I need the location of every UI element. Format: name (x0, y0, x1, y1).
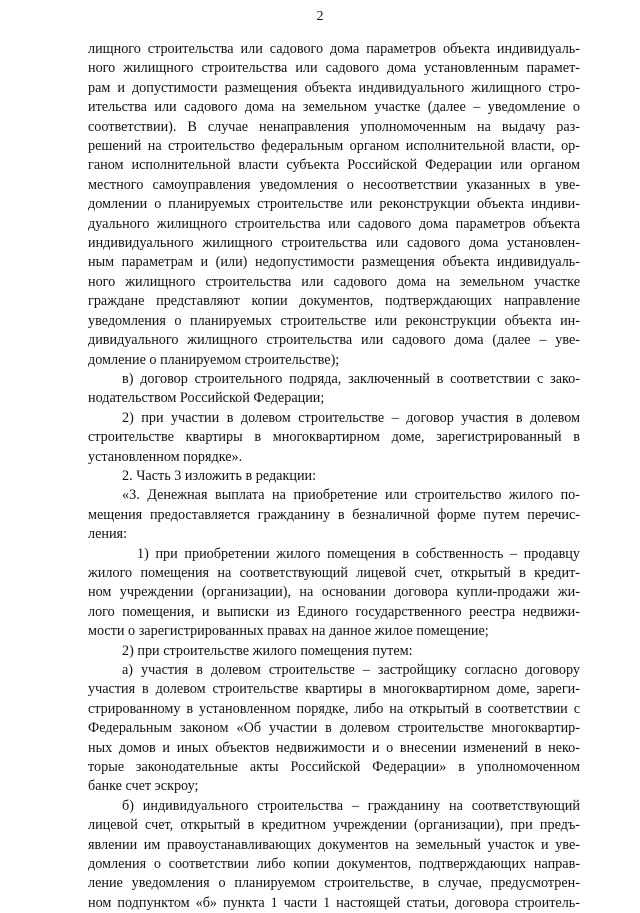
text-line: дуального жилищного строительства или садового дома параметров объекта (88, 215, 580, 232)
text-line: индивидуального жилищного строительства или садового дома установлен- (88, 235, 580, 252)
text-line: жилого помещения на соответствующий лицевой счет, открытый в кредит- (88, 564, 580, 581)
text-line: дивидуального жилищного строительства или садового дома (далее – уве- (88, 332, 580, 349)
text-line: соответствии). В случае ненаправления уполномоченным на выдачу раз- (88, 118, 580, 135)
text-line: явлении им правоустанавливающих документов на земельный участок и уве- (88, 836, 580, 853)
document-body (88, 40, 580, 913)
text-line: ным параметрам и (или) недопустимости размещения объекта индивидуаль- (88, 254, 580, 271)
text-line: торые законодательные акты Российской Федерации» в уполномоченном (88, 759, 580, 776)
text-line: домлении о планируемых строительстве или реконструкции объекта индиви- (88, 196, 580, 213)
text-line: ного жилищного строительства или садового дома установленным парамет- (88, 60, 580, 77)
page-number: 2 (316, 9, 324, 24)
text-line: местного самоуправления уведомления о несоответствии указанных в уве- (88, 176, 580, 193)
text-line: домление о планируемом строительстве); (88, 351, 340, 368)
text-line: стрированному в установленном порядке, либо на открытый в соответствии с (88, 700, 580, 717)
text-line: 2. Часть 3 изложить в редакции: (122, 467, 317, 484)
text-line: мости о зарегистрированных правах на данное жилое помещение; (88, 623, 489, 640)
text-line: а) участия в долевом строительстве – застройщику согласно договору (122, 662, 580, 678)
text-line: лицевой счет, открытый в кредитном учреждении (организации), при предъ- (88, 817, 580, 834)
text-line: ном подпунктом «б» пункта 1 части 1 настоящей статьи, договора строитель- (88, 894, 580, 911)
text-line: лищного строительства или садового дома параметров объекта индивидуаль- (88, 41, 580, 57)
text-line: ном учреждении (организации), на основании договора купли-продажи жи- (88, 584, 580, 601)
text-line: ительства или садового дома на земельном участке (далее – уведомление о (88, 99, 580, 116)
text-line: участия в долевом строительстве квартиры в многоквартирном доме, зареги- (88, 681, 580, 698)
text-line: ного жилищного строительства или садового дома на земельном участке (88, 273, 580, 290)
text-line: установленном порядке». (88, 448, 243, 465)
text-line: решений на строительство федеральным органом исполнительной власти, ор- (88, 138, 580, 155)
text-line: уведомления о планируемых строительстве или реконструкции объекта ин- (88, 312, 580, 329)
text-line: ление уведомления о планируемом строительстве, в случае, предусмотрен- (88, 875, 580, 892)
text-line: граждане представляют копии документов, подтверждающих направление (88, 293, 580, 310)
text-line: 2) при строительстве жилого помещения путем: (122, 642, 413, 659)
text-line: домления о соответствии либо копии документов, подтверждающих направ- (88, 856, 580, 873)
text-line: Федеральным законом «Об участии в долевом строительстве многоквартир- (88, 720, 580, 737)
text-line: 1) при приобретении жилого помещения в собственность – продавцу (137, 545, 580, 562)
text-line: мещения предоставляется гражданину в безналичной форме путем перечис- (88, 506, 580, 523)
text-line: лого помещения, и выписки из Единого государственного реестра недвижи- (88, 603, 580, 620)
text-line: 2) при участии в долевом строительстве – договор участия в долевом (122, 409, 580, 426)
text-line: рам и допустимости размещения объекта индивидуального жилищного стро- (88, 79, 580, 96)
text-line: в) договор строительного подряда, заключенный в соответствии с зако- (122, 370, 580, 387)
text-line: банке счет эскроу; (88, 778, 199, 795)
text-line: ления: (88, 526, 128, 543)
text-line: «3. Денежная выплата на приобретение или строительство жилого по- (122, 487, 580, 504)
text-line: строительстве квартиры в многоквартирном доме, зарегистрированный в (88, 429, 580, 446)
text-line: ганом исполнительной власти субъекта Российской Федерации или органом (88, 157, 580, 174)
text-line: б) индивидуального строительства – гражданину на соответствующий (122, 797, 580, 814)
text-line: нодательством Российской Федерации; (88, 390, 325, 407)
text-line: ных домов и иных объектов недвижимости и о внесении изменений в неко- (88, 739, 580, 756)
